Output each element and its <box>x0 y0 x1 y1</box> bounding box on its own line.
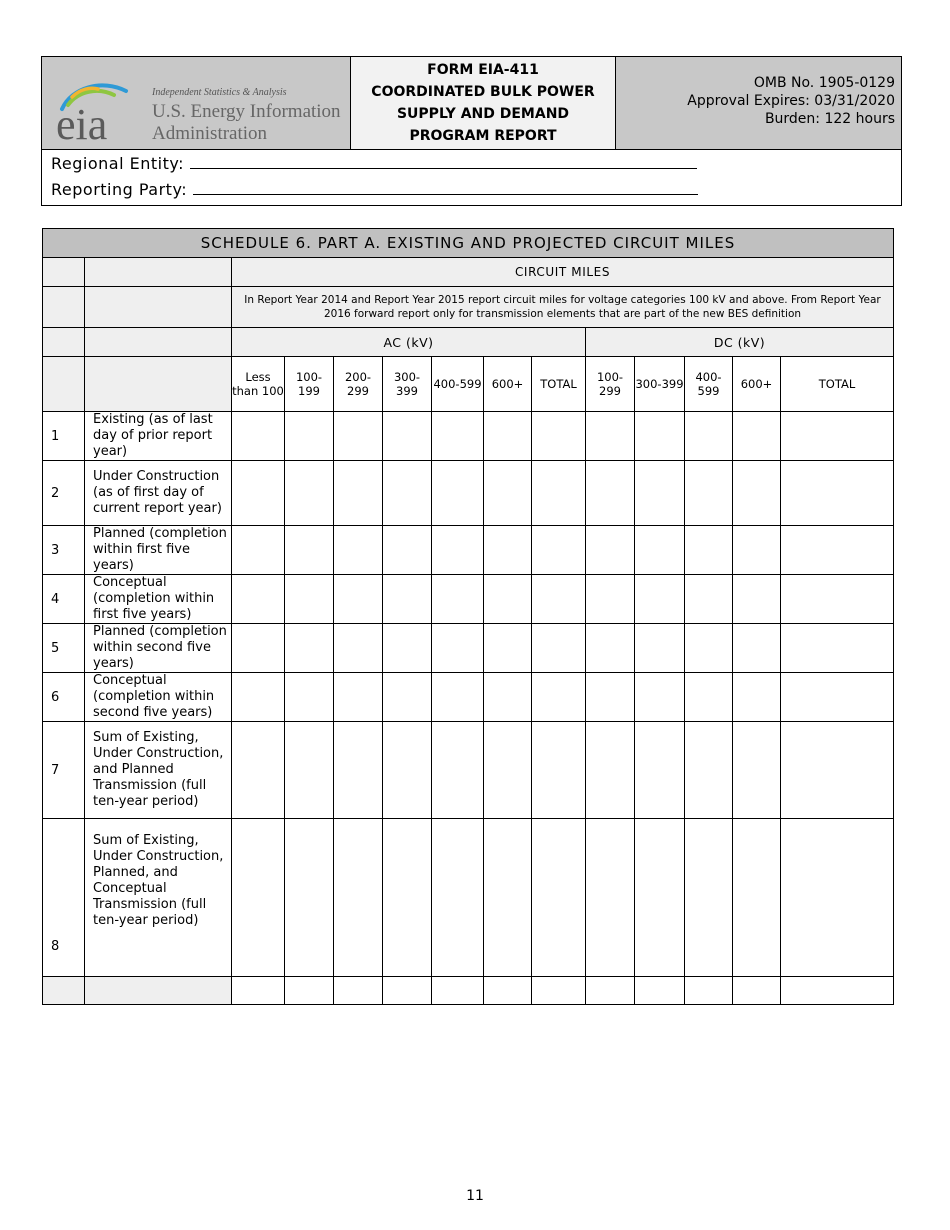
input-cell[interactable] <box>635 673 685 722</box>
row-label: Planned (completion within first five years) <box>85 526 232 575</box>
logo-name-line2: Administration <box>152 123 268 144</box>
row-number: 3 <box>43 526 85 575</box>
input-cell[interactable] <box>781 624 894 673</box>
input-cell[interactable] <box>334 461 383 526</box>
input-cell[interactable] <box>781 673 894 722</box>
input-cell[interactable] <box>285 412 334 461</box>
row-number: 1 <box>43 412 85 461</box>
blank-cell <box>85 357 232 412</box>
input-cell[interactable] <box>232 722 285 819</box>
input-cell[interactable] <box>285 722 334 819</box>
form-title-line: FORM EIA-411 <box>427 62 539 78</box>
input-cell[interactable] <box>586 575 635 624</box>
input-cell[interactable] <box>635 526 685 575</box>
blank-cell <box>43 328 85 357</box>
input-cell[interactable] <box>685 722 733 819</box>
input-cell[interactable] <box>383 977 432 1005</box>
input-cell[interactable] <box>285 575 334 624</box>
row-label: Conceptual (completion within first five years) <box>85 575 232 624</box>
ac-col-header: 100-199 <box>285 357 334 412</box>
ac-dc-row <box>43 328 894 357</box>
input-cell[interactable] <box>635 819 685 977</box>
table-row <box>43 575 894 624</box>
input-cell[interactable] <box>586 526 635 575</box>
dc-kv-header: DC (kV) <box>586 328 894 357</box>
row-label: Sum of Existing, Under Construction, Planned, and Conceptual Transmission (full ten-year period) <box>85 819 232 977</box>
logo-tagline: Independent Statistics & Analysis <box>152 87 287 98</box>
input-cell[interactable] <box>733 673 781 722</box>
input-cell[interactable] <box>635 977 685 1005</box>
ac-col-header: TOTAL <box>532 357 586 412</box>
input-cell[interactable] <box>635 575 685 624</box>
omb-number: OMB No. 1905-0129 <box>753 75 895 91</box>
ac-col-header: Less than 100 <box>232 357 285 412</box>
regional-entity-label: Regional Entity: <box>51 154 185 173</box>
input-cell[interactable] <box>334 722 383 819</box>
ac-col-header: 400-599 <box>432 357 484 412</box>
input-cell[interactable] <box>383 624 432 673</box>
input-cell[interactable] <box>334 673 383 722</box>
input-cell[interactable] <box>586 673 635 722</box>
blank-cell <box>85 977 232 1005</box>
dc-col-header: 300-399 <box>635 357 685 412</box>
input-cell[interactable] <box>285 673 334 722</box>
table-row <box>43 673 894 722</box>
logo-mark-text: eia <box>56 100 108 141</box>
input-cell[interactable] <box>586 819 635 977</box>
input-cell[interactable] <box>685 673 733 722</box>
input-cell[interactable] <box>432 461 484 526</box>
row-label: Conceptual (completion within second five years) <box>85 673 232 722</box>
row-label: Sum of Existing, Under Construction, and Planned Transmission (full ten-year period) <box>85 722 232 819</box>
blank-cell <box>43 357 85 412</box>
input-cell[interactable] <box>484 461 532 526</box>
input-cell[interactable] <box>232 673 285 722</box>
row-number: 7 <box>43 722 85 819</box>
eia-logo-cell <box>42 57 351 149</box>
input-cell[interactable] <box>635 412 685 461</box>
input-cell[interactable] <box>484 526 532 575</box>
regional-entity-field[interactable] <box>190 154 697 169</box>
input-cell[interactable] <box>484 722 532 819</box>
input-cell[interactable] <box>635 722 685 819</box>
input-cell[interactable] <box>781 722 894 819</box>
input-cell[interactable] <box>781 819 894 977</box>
input-cell[interactable] <box>432 819 484 977</box>
input-cell[interactable] <box>781 526 894 575</box>
header-top-row <box>42 57 901 150</box>
input-cell[interactable] <box>685 461 733 526</box>
row-number: 5 <box>43 624 85 673</box>
input-cell[interactable] <box>532 673 586 722</box>
input-cell[interactable] <box>532 722 586 819</box>
input-cell[interactable] <box>685 819 733 977</box>
input-cell[interactable] <box>586 624 635 673</box>
input-cell[interactable] <box>586 722 635 819</box>
input-cell[interactable] <box>484 624 532 673</box>
form-title-line: COORDINATED BULK POWER <box>371 84 595 100</box>
input-cell[interactable] <box>484 819 532 977</box>
input-cell[interactable] <box>232 461 285 526</box>
blank-row <box>43 977 894 1005</box>
reporting-party-field[interactable] <box>193 180 698 195</box>
note-row <box>43 287 894 328</box>
table-row <box>43 526 894 575</box>
input-cell[interactable] <box>733 977 781 1005</box>
input-cell[interactable] <box>532 412 586 461</box>
input-cell[interactable] <box>586 412 635 461</box>
input-cell[interactable] <box>432 412 484 461</box>
input-cell[interactable] <box>733 526 781 575</box>
input-cell[interactable] <box>685 526 733 575</box>
input-cell[interactable] <box>532 575 586 624</box>
input-cell[interactable] <box>484 977 532 1005</box>
input-cell[interactable] <box>334 819 383 977</box>
form-title <box>351 57 616 149</box>
burden-hours: Burden: 122 hours <box>764 111 895 127</box>
input-cell[interactable] <box>432 526 484 575</box>
input-cell[interactable] <box>432 977 484 1005</box>
table-row <box>43 722 894 819</box>
row-number: 6 <box>43 673 85 722</box>
omb-info <box>616 57 901 149</box>
input-cell[interactable] <box>532 526 586 575</box>
blank-cell <box>85 328 232 357</box>
input-cell[interactable] <box>334 575 383 624</box>
input-cell[interactable] <box>733 575 781 624</box>
input-cell[interactable] <box>532 624 586 673</box>
input-cell[interactable] <box>232 412 285 461</box>
page-number: 11 <box>466 1188 484 1204</box>
logo-name-line1: U.S. Energy Information <box>152 101 341 122</box>
schedule-table <box>42 228 894 1005</box>
input-cell[interactable] <box>432 624 484 673</box>
reporting-party-label: Reporting Party: <box>51 180 188 199</box>
ac-col-header: 200-299 <box>334 357 383 412</box>
reporting-party-row <box>51 180 698 199</box>
column-header-row <box>43 357 894 412</box>
input-cell[interactable] <box>532 461 586 526</box>
table-row <box>43 461 894 526</box>
input-cell[interactable] <box>285 977 334 1005</box>
input-cell[interactable] <box>285 819 334 977</box>
input-cell[interactable] <box>733 624 781 673</box>
input-cell[interactable] <box>484 412 532 461</box>
input-cell[interactable] <box>285 526 334 575</box>
input-cell[interactable] <box>685 624 733 673</box>
ac-col-header: 600+ <box>484 357 532 412</box>
input-cell[interactable] <box>383 673 432 722</box>
input-cell[interactable] <box>733 461 781 526</box>
ac-col-header: 300-399 <box>383 357 432 412</box>
circuit-miles-row <box>43 258 894 287</box>
input-cell[interactable] <box>383 819 432 977</box>
input-cell[interactable] <box>685 977 733 1005</box>
input-cell[interactable] <box>285 461 334 526</box>
input-cell[interactable] <box>383 575 432 624</box>
row-label: Existing (as of last day of prior report year) <box>85 412 232 461</box>
schedule-title: SCHEDULE 6. PART A. EXISTING AND PROJECTED CIRCUIT MILES <box>43 229 894 258</box>
circuit-miles-header: CIRCUIT MILES <box>232 258 894 287</box>
input-cell[interactable] <box>285 624 334 673</box>
input-cell[interactable] <box>532 977 586 1005</box>
input-cell[interactable] <box>232 526 285 575</box>
reporting-note: In Report Year 2014 and Report Year 2015 report circuit miles for voltage categories 100 kV and above. From Report Year 2016 forward report only for transmission elements that are part of the new BES definition <box>232 287 894 328</box>
input-cell[interactable] <box>484 673 532 722</box>
input-cell[interactable] <box>685 412 733 461</box>
input-cell[interactable] <box>586 461 635 526</box>
ac-kv-header: AC (kV) <box>232 328 586 357</box>
input-cell[interactable] <box>334 526 383 575</box>
input-cell[interactable] <box>733 819 781 977</box>
input-cell[interactable] <box>383 722 432 819</box>
form-header <box>41 56 902 206</box>
table-row <box>43 624 894 673</box>
row-number: 8 <box>43 819 85 977</box>
input-cell[interactable] <box>432 673 484 722</box>
table-row <box>43 819 894 977</box>
blank-cell <box>85 287 232 328</box>
blank-cell <box>85 258 232 287</box>
blank-cell <box>43 977 85 1005</box>
input-cell[interactable] <box>781 412 894 461</box>
input-cell[interactable] <box>484 575 532 624</box>
row-label: Under Construction (as of first day of current report year) <box>85 461 232 526</box>
input-cell[interactable] <box>781 461 894 526</box>
input-cell[interactable] <box>586 977 635 1005</box>
input-cell[interactable] <box>334 624 383 673</box>
input-cell[interactable] <box>432 722 484 819</box>
input-cell[interactable] <box>781 575 894 624</box>
input-cell[interactable] <box>383 461 432 526</box>
input-cell[interactable] <box>383 526 432 575</box>
schedule-title-row <box>43 229 894 258</box>
dc-col-header: 100-299 <box>586 357 635 412</box>
input-cell[interactable] <box>635 624 685 673</box>
input-cell[interactable] <box>781 977 894 1005</box>
row-number: 4 <box>43 575 85 624</box>
input-cell[interactable] <box>232 575 285 624</box>
input-cell[interactable] <box>334 412 383 461</box>
input-cell[interactable] <box>334 977 383 1005</box>
dc-col-header: 600+ <box>733 357 781 412</box>
input-cell[interactable] <box>232 624 285 673</box>
input-cell[interactable] <box>232 819 285 977</box>
regional-entity-row <box>51 154 697 173</box>
blank-cell <box>43 258 85 287</box>
row-number: 2 <box>43 461 85 526</box>
table-row <box>43 412 894 461</box>
input-cell[interactable] <box>432 575 484 624</box>
form-title-line: PROGRAM REPORT <box>409 128 557 144</box>
input-cell[interactable] <box>635 461 685 526</box>
form-title-line: SUPPLY AND DEMAND <box>396 106 570 122</box>
dc-col-header: TOTAL <box>781 357 894 412</box>
dc-col-header: 400-599 <box>685 357 733 412</box>
input-cell[interactable] <box>733 412 781 461</box>
input-cell[interactable] <box>383 412 432 461</box>
input-cell[interactable] <box>532 819 586 977</box>
eia-logo-icon <box>54 75 150 141</box>
blank-cell <box>43 287 85 328</box>
input-cell[interactable] <box>232 977 285 1005</box>
input-cell[interactable] <box>733 722 781 819</box>
input-cell[interactable] <box>685 575 733 624</box>
row-label: Planned (completion within second five years) <box>85 624 232 673</box>
approval-expires: Approval Expires: 03/31/2020 <box>687 93 895 109</box>
